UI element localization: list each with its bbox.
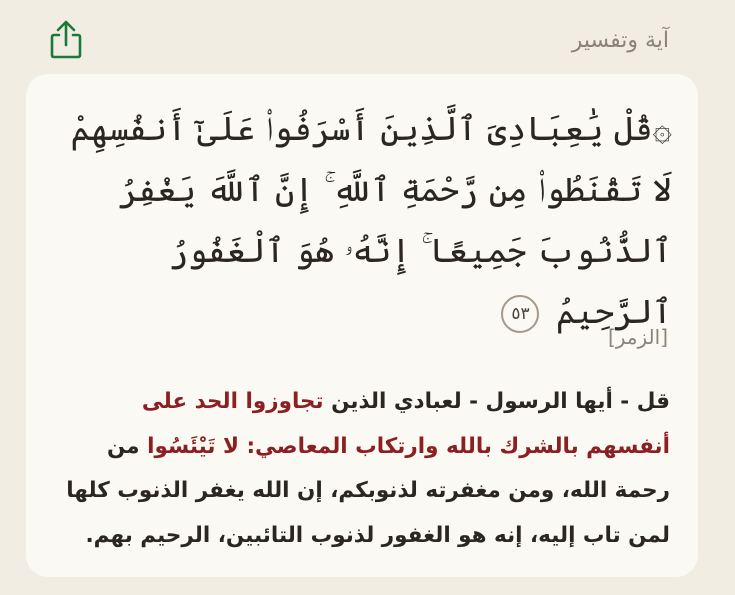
verse-number-badge: ٥٣ bbox=[501, 295, 539, 333]
share-button[interactable] bbox=[46, 18, 86, 62]
share-icon bbox=[46, 18, 86, 62]
surah-name: [الزمر] bbox=[607, 325, 668, 349]
page-title: آية وتفسير bbox=[571, 28, 669, 53]
verse-text: ۞قُلْ يَٰعِبَادِىَ ٱلَّذِينَ أَسْرَفُوا۟ عَلَىٰٓ أَنفُسِهِمْ لَا تَقْنَطُوا۟ مِن رَّحْمَةِ ٱللَّهِ ۚ إِنَّ ٱللَّهَ يَغْفِرُ ٱلذُّنُوبَ جَمِيعًا ۚ إِنَّهُۥ هُوَ ٱلْغَفُورُ ٱلرَّحِيمُ bbox=[70, 109, 672, 331]
verse-card bbox=[26, 74, 698, 577]
tafsir-highlight: تجاوزوا الحد على أنفسهم بالشرك بالله وارتكاب المعاصي: لا تَيْئَسُوا bbox=[141, 389, 670, 459]
tafsir-part-3: من رحمة الله، ومن مغفرته لذنوبكم، إن الله يغفر الذنوب كلها لمن تاب إليه، إنه هو الغفور لذنوب التائبين، الرحيم بهم. bbox=[66, 433, 670, 548]
tafsir-part-1: قل - أيها الرسول - لعبادي الذين bbox=[323, 389, 670, 414]
tafsir-text bbox=[56, 380, 670, 558]
verse-text-block bbox=[54, 98, 672, 342]
